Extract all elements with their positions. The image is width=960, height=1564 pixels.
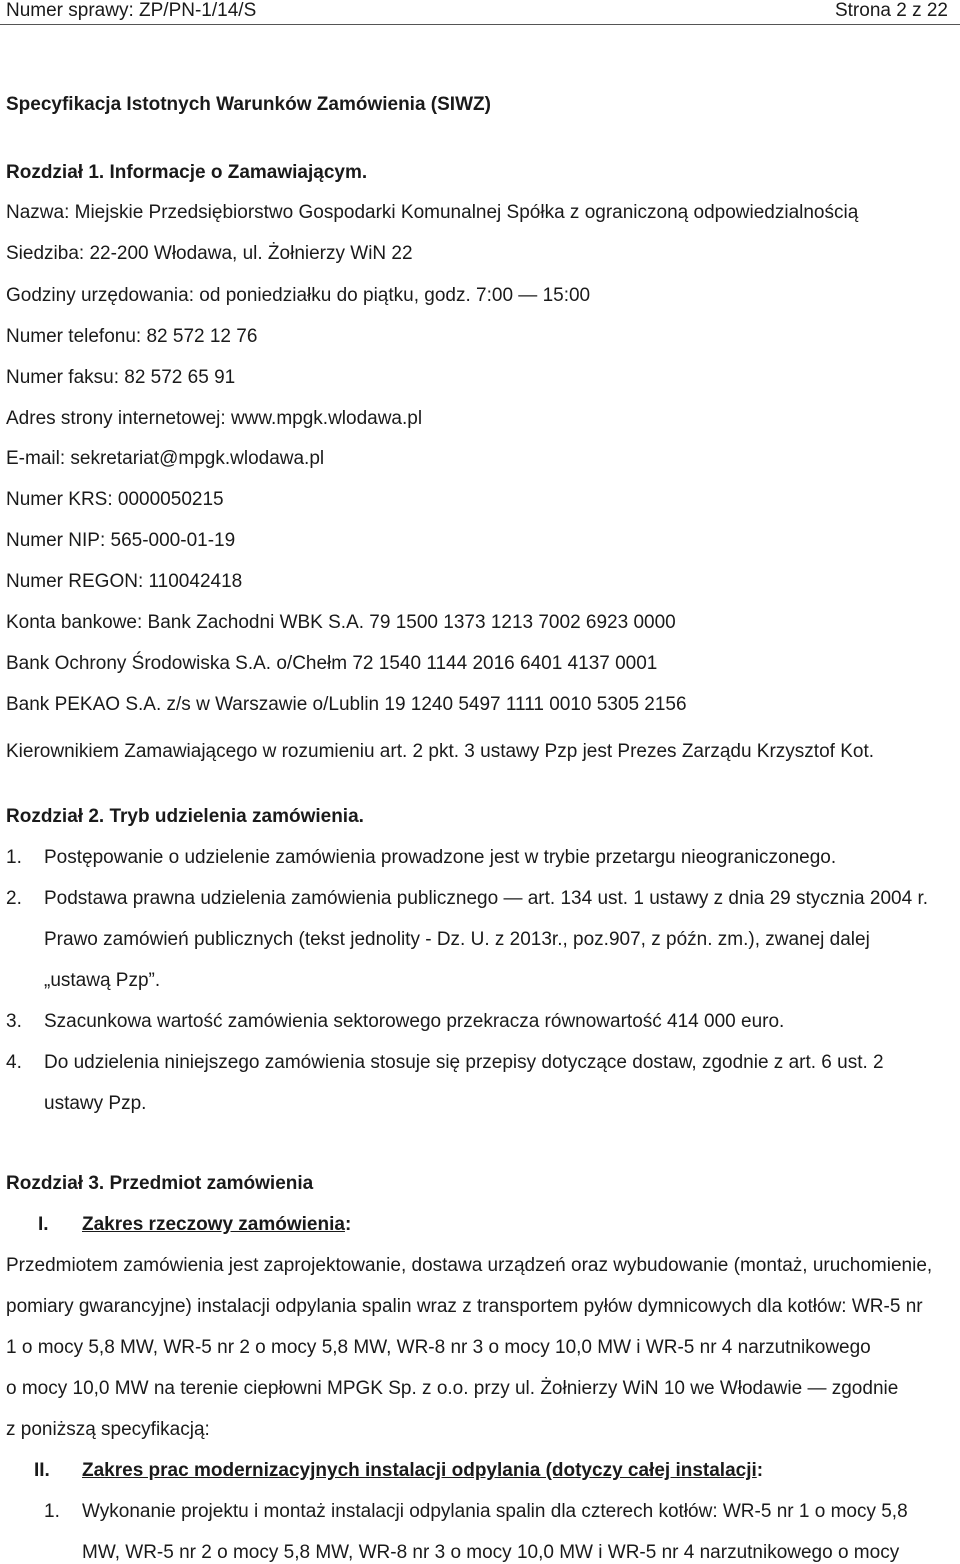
list-item-line: ustawy Pzp. (44, 1093, 147, 1114)
bank-account-3: Bank PEKAO S.A. z/s w Warszawie o/Lublin 19 1240 5497 1111 0010 5305 2156 (6, 694, 687, 715)
chapter1-title: Rozdział 1. Informacje o Zamawiającym. (6, 162, 368, 183)
chapter2-title-text: Tryb udzielenia zamówienia. (109, 806, 364, 827)
case-number: Numer sprawy: ZP/PN-1/14/S (6, 0, 257, 21)
paragraph-line: z poniższą specyfikacją: (6, 1419, 210, 1440)
fax-number: Numer faksu: 82 572 65 91 (6, 367, 236, 388)
list-item-number: 1. (44, 1501, 60, 1522)
section2-number: II. (34, 1460, 50, 1481)
office-hours: Godziny urzędowania: od poniedziałku do piątku, godz. 7:00 — 15:00 (6, 285, 591, 306)
regon-number: Numer REGON: 110042418 (6, 571, 243, 592)
manager-statement: Kierownikiem Zamawiającego w rozumieniu art. 2 pkt. 3 ustawy Pzp jest Prezes Zarządu Krzysztof Kot. (6, 741, 875, 762)
list-item-line: Podstawa prawna udzielenia zamówienia publicznego — art. 134 ust. 1 ustawy z dnia 29 stycznia 2004 r. (44, 888, 929, 909)
section2-title: Zakres prac modernizacyjnych instalacji odpylania (dotyczy całej instalacji: (82, 1460, 764, 1481)
section1-number: I. (38, 1214, 49, 1235)
phone-number: Numer telefonu: 82 572 12 76 (6, 326, 258, 347)
bank-account-2: Bank Ochrony Środowiska S.A. o/Chełm 72 1540 1144 2016 6401 4137 0001 (6, 653, 658, 674)
list-item-line: „ustawą Pzp”. (44, 970, 161, 991)
company-name: Nazwa: Miejskie Przedsiębiorstwo Gospodarki Komunalnej Spółka z ograniczoną odpowiedzialnością (6, 202, 859, 223)
list-item-line: MW, WR-5 nr 2 o mocy 5,8 MW, WR-8 nr 3 o mocy 10,0 MW i WR-5 nr 4 narzutnikowego o mocy (82, 1542, 900, 1563)
company-seat: Siedziba: 22-200 Włodawa, ul. Żołnierzy WiN 22 (6, 243, 413, 264)
list-item-number: 2. (6, 888, 22, 909)
list-item-line: Postępowanie o udzielenie zamówienia prowadzone jest w trybie przetargu nieograniczonego. (44, 847, 837, 868)
paragraph-line: o mocy 10,0 MW na terenie ciepłowni MPGK Sp. z o.o. przy ul. Żołnierzy WiN 10 we Włodawie — zgodnie (6, 1378, 899, 1399)
list-item-number: 4. (6, 1052, 22, 1073)
paragraph-line: Przedmiotem zamówienia jest zaprojektowanie, dostawa urządzeń oraz wybudowanie (montaż, uruchomienie, (6, 1255, 933, 1276)
list-item-line: Szacunkowa wartość zamówienia sektorowego przekracza równowartość 414 000 euro. (44, 1011, 785, 1032)
paragraph-line: 1 o mocy 5,8 MW, WR-5 nr 2 o mocy 5,8 MW, WR-8 nr 3 o mocy 10,0 MW i WR-5 nr 4 narzutnikowego (6, 1337, 871, 1358)
list-item-number: 1. (6, 847, 22, 868)
nip-number: Numer NIP: 565-000-01-19 (6, 530, 236, 551)
website-address: Adres strony internetowej: www.mpgk.wlodawa.pl (6, 408, 423, 429)
email-address: E-mail: sekretariat@mpgk.wlodawa.pl (6, 448, 325, 469)
page-header (0, 0, 960, 25)
krs-number: Numer KRS: 0000050215 (6, 489, 224, 510)
bank-account-1: Konta bankowe: Bank Zachodni WBK S.A. 79 1500 1373 1213 7002 6923 0000 (6, 612, 676, 633)
list-item-line: Do udzielenia niniejszego zamówienia stosuje się przepisy dotyczące dostaw, zgodnie z art. 6 ust. 2 (44, 1052, 884, 1073)
paragraph-line: pomiary gwarancyjne) instalacji odpylania spalin wraz z transportem pyłów dymnicowych dla kotłów: WR-5 nr (6, 1296, 923, 1317)
chapter3-title: Rozdział 3. Przedmiot zamówienia (6, 1173, 314, 1194)
section1-title: Zakres rzeczowy zamówienia: (82, 1214, 352, 1235)
list-item-line: Wykonanie projektu i montaż instalacji odpylania spalin dla czterech kotłów: WR-5 nr 1 o mocy 5,8 (82, 1501, 908, 1522)
list-item-line: Prawo zamówień publicznych (tekst jednolity - Dz. U. z 2013r., poz.907, z późn. zm.), zwanej dalej (44, 929, 870, 950)
chapter2-title-number: Rozdział 2. (6, 806, 105, 827)
page-number: Strona 2 z 22 (834, 0, 948, 21)
document-title: Specyfikacja Istotnych Warunków Zamówienia (SIWZ) (6, 94, 491, 115)
list-item-number: 3. (6, 1011, 22, 1032)
chapter2-title (6, 806, 364, 828)
